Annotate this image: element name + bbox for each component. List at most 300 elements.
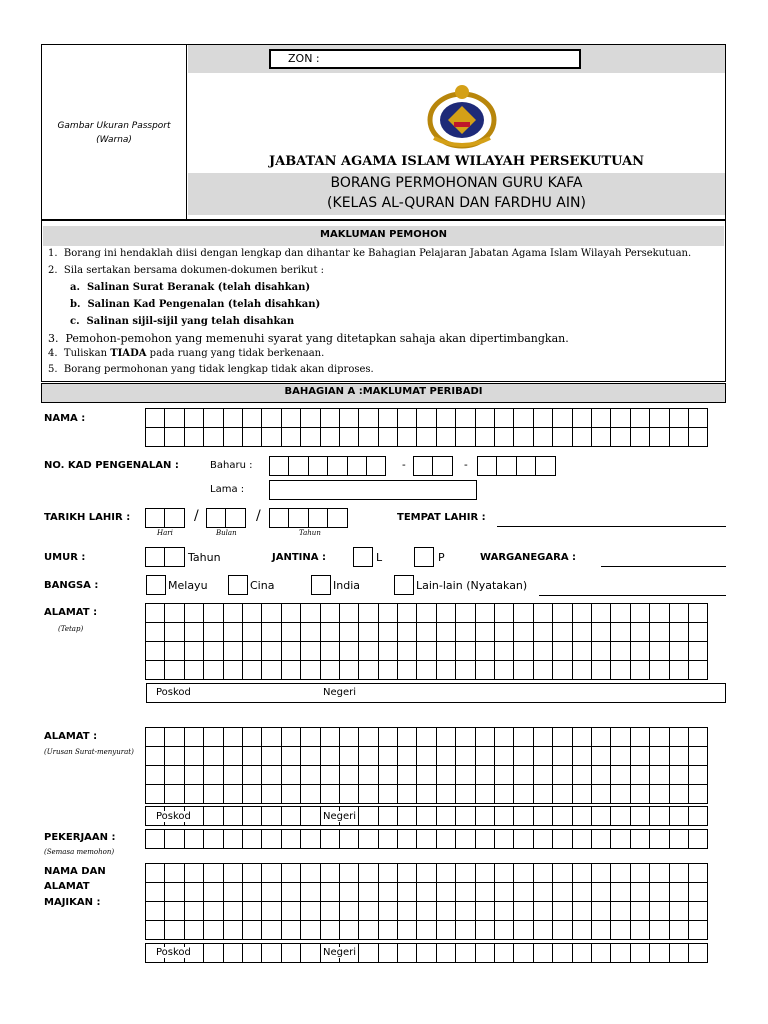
char-box[interactable] xyxy=(669,901,689,921)
char-box[interactable] xyxy=(649,746,669,766)
char-box[interactable] xyxy=(455,727,475,747)
char-box[interactable] xyxy=(164,603,184,623)
char-box[interactable] xyxy=(649,641,669,661)
char-box[interactable] xyxy=(145,863,165,883)
char-box[interactable] xyxy=(455,901,475,921)
char-box[interactable] xyxy=(397,408,417,428)
char-box[interactable] xyxy=(416,427,436,447)
char-box[interactable] xyxy=(281,920,301,940)
char-box[interactable] xyxy=(320,920,340,940)
char-box[interactable] xyxy=(281,727,301,747)
ic-old-field[interactable] xyxy=(269,480,477,500)
char-box[interactable] xyxy=(630,603,650,623)
char-box[interactable] xyxy=(300,622,320,642)
char-box[interactable] xyxy=(223,660,243,680)
dob-month[interactable] xyxy=(207,508,246,528)
char-box[interactable] xyxy=(145,784,165,804)
char-box[interactable] xyxy=(436,784,456,804)
char-box[interactable] xyxy=(223,863,243,883)
char-box[interactable] xyxy=(145,547,165,567)
char-box[interactable] xyxy=(552,829,572,849)
char-box[interactable] xyxy=(494,863,514,883)
char-box[interactable] xyxy=(688,920,708,940)
char-box[interactable] xyxy=(533,622,553,642)
char-box[interactable] xyxy=(513,660,533,680)
char-box[interactable] xyxy=(436,427,456,447)
char-box[interactable] xyxy=(203,408,223,428)
char-box[interactable] xyxy=(242,901,262,921)
char-box[interactable] xyxy=(516,456,536,476)
char-box[interactable] xyxy=(572,920,592,940)
char-box[interactable] xyxy=(669,746,689,766)
char-box[interactable] xyxy=(145,746,165,766)
char-box[interactable] xyxy=(455,427,475,447)
char-box[interactable] xyxy=(610,727,630,747)
char-box[interactable] xyxy=(669,603,689,623)
char-box[interactable] xyxy=(455,943,475,963)
char-box[interactable] xyxy=(288,508,308,528)
char-box[interactable] xyxy=(223,829,243,849)
occupation-row[interactable] xyxy=(146,829,708,849)
char-box[interactable] xyxy=(494,660,514,680)
char-box[interactable] xyxy=(184,901,204,921)
char-box[interactable] xyxy=(669,427,689,447)
char-box[interactable] xyxy=(669,806,689,826)
char-box[interactable] xyxy=(358,784,378,804)
char-box[interactable] xyxy=(300,427,320,447)
char-box[interactable] xyxy=(397,784,417,804)
char-box[interactable] xyxy=(339,784,359,804)
char-box[interactable] xyxy=(610,660,630,680)
char-box[interactable] xyxy=(242,920,262,940)
char-box[interactable] xyxy=(436,920,456,940)
char-box[interactable] xyxy=(688,727,708,747)
char-box[interactable] xyxy=(455,863,475,883)
char-box[interactable] xyxy=(366,456,386,476)
char-box[interactable] xyxy=(397,943,417,963)
char-box[interactable] xyxy=(203,901,223,921)
char-box[interactable] xyxy=(610,920,630,940)
char-box[interactable] xyxy=(688,882,708,902)
char-box[interactable] xyxy=(203,603,223,623)
char-box[interactable] xyxy=(339,882,359,902)
char-box[interactable] xyxy=(242,746,262,766)
char-box[interactable] xyxy=(455,806,475,826)
char-box[interactable] xyxy=(320,641,340,661)
char-box[interactable] xyxy=(339,920,359,940)
char-box[interactable] xyxy=(669,765,689,785)
char-box[interactable] xyxy=(203,622,223,642)
char-box[interactable] xyxy=(320,784,340,804)
char-box[interactable] xyxy=(416,660,436,680)
char-box[interactable] xyxy=(320,427,340,447)
char-box[interactable] xyxy=(610,427,630,447)
char-box[interactable] xyxy=(145,829,165,849)
char-box[interactable] xyxy=(261,784,281,804)
char-box[interactable] xyxy=(300,765,320,785)
char-box[interactable] xyxy=(164,882,184,902)
char-box[interactable] xyxy=(496,456,516,476)
char-box[interactable] xyxy=(261,882,281,902)
char-box[interactable] xyxy=(184,882,204,902)
char-box[interactable] xyxy=(378,806,398,826)
char-box[interactable] xyxy=(281,882,301,902)
char-box[interactable] xyxy=(552,603,572,623)
char-box[interactable] xyxy=(494,622,514,642)
char-box[interactable] xyxy=(320,901,340,921)
char-box[interactable] xyxy=(339,660,359,680)
char-box[interactable] xyxy=(261,746,281,766)
char-box[interactable] xyxy=(436,622,456,642)
char-box[interactable] xyxy=(475,727,495,747)
char-box[interactable] xyxy=(164,901,184,921)
char-box[interactable] xyxy=(494,784,514,804)
char-box[interactable] xyxy=(164,641,184,661)
char-box[interactable] xyxy=(397,863,417,883)
char-box[interactable] xyxy=(261,603,281,623)
char-box[interactable] xyxy=(397,765,417,785)
char-box[interactable] xyxy=(281,427,301,447)
char-box[interactable] xyxy=(397,746,417,766)
char-box[interactable] xyxy=(533,660,553,680)
char-box[interactable] xyxy=(416,829,436,849)
char-box[interactable] xyxy=(649,920,669,940)
char-box[interactable] xyxy=(378,765,398,785)
char-box[interactable] xyxy=(552,806,572,826)
char-box[interactable] xyxy=(203,765,223,785)
char-box[interactable] xyxy=(436,901,456,921)
char-box[interactable] xyxy=(630,784,650,804)
char-box[interactable] xyxy=(669,784,689,804)
char-box[interactable] xyxy=(223,882,243,902)
char-box[interactable] xyxy=(688,829,708,849)
char-box[interactable] xyxy=(261,408,281,428)
address-permanent-row-1[interactable] xyxy=(146,603,708,623)
char-box[interactable] xyxy=(397,641,417,661)
char-box[interactable] xyxy=(281,806,301,826)
char-box[interactable] xyxy=(416,408,436,428)
char-box[interactable] xyxy=(164,508,184,528)
char-box[interactable] xyxy=(630,746,650,766)
char-box[interactable] xyxy=(145,603,165,623)
char-box[interactable] xyxy=(223,943,243,963)
char-box[interactable] xyxy=(513,920,533,940)
char-box[interactable] xyxy=(164,746,184,766)
char-box[interactable] xyxy=(475,784,495,804)
char-box[interactable] xyxy=(649,829,669,849)
char-box[interactable] xyxy=(164,829,184,849)
char-box[interactable] xyxy=(320,622,340,642)
char-box[interactable] xyxy=(688,765,708,785)
char-box[interactable] xyxy=(206,508,226,528)
char-box[interactable] xyxy=(300,920,320,940)
char-box[interactable] xyxy=(416,784,436,804)
address-mailing-row-5[interactable] xyxy=(146,806,708,826)
char-box[interactable] xyxy=(436,660,456,680)
char-box[interactable] xyxy=(203,660,223,680)
char-box[interactable] xyxy=(649,882,669,902)
char-box[interactable] xyxy=(145,765,165,785)
char-box[interactable] xyxy=(242,943,262,963)
nama-grid-row-1[interactable] xyxy=(146,408,708,428)
char-box[interactable] xyxy=(572,829,592,849)
char-box[interactable] xyxy=(475,943,495,963)
char-box[interactable] xyxy=(339,408,359,428)
char-box[interactable] xyxy=(339,863,359,883)
char-box[interactable] xyxy=(591,863,611,883)
char-box[interactable] xyxy=(184,427,204,447)
char-box[interactable] xyxy=(203,882,223,902)
char-box[interactable] xyxy=(649,408,669,428)
char-box[interactable] xyxy=(591,806,611,826)
char-box[interactable] xyxy=(184,765,204,785)
char-box[interactable] xyxy=(630,943,650,963)
char-box[interactable] xyxy=(591,727,611,747)
char-box[interactable] xyxy=(164,427,184,447)
char-box[interactable] xyxy=(281,765,301,785)
char-box[interactable] xyxy=(225,508,245,528)
char-box[interactable] xyxy=(145,901,165,921)
char-box[interactable] xyxy=(223,622,243,642)
char-box[interactable] xyxy=(533,427,553,447)
char-box[interactable] xyxy=(320,863,340,883)
char-box[interactable] xyxy=(552,901,572,921)
char-box[interactable] xyxy=(513,863,533,883)
char-box[interactable] xyxy=(513,727,533,747)
char-box[interactable] xyxy=(533,765,553,785)
char-box[interactable] xyxy=(610,882,630,902)
char-box[interactable] xyxy=(649,943,669,963)
char-box[interactable] xyxy=(610,784,630,804)
char-box[interactable] xyxy=(669,882,689,902)
char-box[interactable] xyxy=(494,943,514,963)
char-box[interactable] xyxy=(378,901,398,921)
char-box[interactable] xyxy=(281,603,301,623)
char-box[interactable] xyxy=(164,727,184,747)
char-box[interactable] xyxy=(281,408,301,428)
char-box[interactable] xyxy=(455,765,475,785)
char-box[interactable] xyxy=(358,943,378,963)
char-box[interactable] xyxy=(242,622,262,642)
char-box[interactable] xyxy=(533,920,553,940)
char-box[interactable] xyxy=(397,920,417,940)
char-box[interactable] xyxy=(494,727,514,747)
char-box[interactable] xyxy=(630,427,650,447)
char-box[interactable] xyxy=(203,863,223,883)
char-box[interactable] xyxy=(281,641,301,661)
gender-l-checkbox[interactable] xyxy=(353,547,373,567)
char-box[interactable] xyxy=(145,508,165,528)
char-box[interactable] xyxy=(184,920,204,940)
char-box[interactable] xyxy=(378,660,398,680)
address-mailing-row-1[interactable] xyxy=(146,727,708,747)
char-box[interactable] xyxy=(327,456,347,476)
char-box[interactable] xyxy=(300,806,320,826)
char-box[interactable] xyxy=(203,806,223,826)
employer-row-4[interactable] xyxy=(146,920,708,940)
char-box[interactable] xyxy=(281,901,301,921)
char-box[interactable] xyxy=(533,784,553,804)
char-box[interactable] xyxy=(242,829,262,849)
char-box[interactable] xyxy=(339,427,359,447)
char-box[interactable] xyxy=(688,641,708,661)
char-box[interactable] xyxy=(572,863,592,883)
char-box[interactable] xyxy=(378,622,398,642)
char-box[interactable] xyxy=(591,943,611,963)
char-box[interactable] xyxy=(591,920,611,940)
char-box[interactable] xyxy=(494,427,514,447)
char-box[interactable] xyxy=(269,456,289,476)
char-box[interactable] xyxy=(358,920,378,940)
char-box[interactable] xyxy=(358,641,378,661)
race-other-checkbox[interactable] xyxy=(394,575,414,595)
char-box[interactable] xyxy=(630,901,650,921)
char-box[interactable] xyxy=(300,603,320,623)
char-box[interactable] xyxy=(261,829,281,849)
char-box[interactable] xyxy=(649,765,669,785)
char-box[interactable] xyxy=(184,660,204,680)
char-box[interactable] xyxy=(552,727,572,747)
char-box[interactable] xyxy=(572,641,592,661)
char-box[interactable] xyxy=(610,863,630,883)
char-box[interactable] xyxy=(477,456,497,476)
char-box[interactable] xyxy=(475,882,495,902)
char-box[interactable] xyxy=(308,456,328,476)
char-box[interactable] xyxy=(416,901,436,921)
char-box[interactable] xyxy=(455,882,475,902)
char-box[interactable] xyxy=(145,622,165,642)
char-box[interactable] xyxy=(242,660,262,680)
char-box[interactable] xyxy=(455,784,475,804)
citizenship-field[interactable] xyxy=(601,566,726,567)
char-box[interactable] xyxy=(378,943,398,963)
char-box[interactable] xyxy=(630,829,650,849)
char-box[interactable] xyxy=(261,863,281,883)
char-box[interactable] xyxy=(308,508,328,528)
char-box[interactable] xyxy=(688,660,708,680)
char-box[interactable] xyxy=(358,882,378,902)
char-box[interactable] xyxy=(475,603,495,623)
char-box[interactable] xyxy=(300,660,320,680)
char-box[interactable] xyxy=(494,641,514,661)
char-box[interactable] xyxy=(184,863,204,883)
char-box[interactable] xyxy=(630,641,650,661)
char-box[interactable] xyxy=(630,920,650,940)
char-box[interactable] xyxy=(242,863,262,883)
race-cina-checkbox[interactable] xyxy=(228,575,248,595)
char-box[interactable] xyxy=(572,660,592,680)
char-box[interactable] xyxy=(281,746,301,766)
char-box[interactable] xyxy=(552,622,572,642)
char-box[interactable] xyxy=(591,641,611,661)
char-box[interactable] xyxy=(669,641,689,661)
char-box[interactable] xyxy=(533,829,553,849)
char-box[interactable] xyxy=(688,863,708,883)
char-box[interactable] xyxy=(416,603,436,623)
char-box[interactable] xyxy=(203,727,223,747)
char-box[interactable] xyxy=(223,641,243,661)
char-box[interactable] xyxy=(242,765,262,785)
char-box[interactable] xyxy=(610,829,630,849)
char-box[interactable] xyxy=(610,901,630,921)
char-box[interactable] xyxy=(513,746,533,766)
char-box[interactable] xyxy=(630,622,650,642)
char-box[interactable] xyxy=(436,829,456,849)
char-box[interactable] xyxy=(339,641,359,661)
char-box[interactable] xyxy=(533,882,553,902)
address-mailing-row-4[interactable] xyxy=(146,784,708,804)
char-box[interactable] xyxy=(145,920,165,940)
char-box[interactable] xyxy=(184,746,204,766)
char-box[interactable] xyxy=(397,660,417,680)
char-box[interactable] xyxy=(184,603,204,623)
char-box[interactable] xyxy=(475,806,495,826)
char-box[interactable] xyxy=(416,863,436,883)
char-box[interactable] xyxy=(455,603,475,623)
char-box[interactable] xyxy=(552,746,572,766)
address-permanent-row-2[interactable] xyxy=(146,622,708,642)
char-box[interactable] xyxy=(320,829,340,849)
char-box[interactable] xyxy=(455,746,475,766)
char-box[interactable] xyxy=(300,882,320,902)
char-box[interactable] xyxy=(455,641,475,661)
char-box[interactable] xyxy=(610,641,630,661)
char-box[interactable] xyxy=(242,603,262,623)
char-box[interactable] xyxy=(513,882,533,902)
char-box[interactable] xyxy=(688,943,708,963)
char-box[interactable] xyxy=(261,943,281,963)
char-box[interactable] xyxy=(436,641,456,661)
char-box[interactable] xyxy=(533,806,553,826)
employer-row-5[interactable] xyxy=(146,943,708,963)
char-box[interactable] xyxy=(572,603,592,623)
char-box[interactable] xyxy=(378,920,398,940)
char-box[interactable] xyxy=(494,765,514,785)
char-box[interactable] xyxy=(281,784,301,804)
char-box[interactable] xyxy=(184,784,204,804)
char-box[interactable] xyxy=(572,806,592,826)
char-box[interactable] xyxy=(533,746,553,766)
char-box[interactable] xyxy=(378,882,398,902)
char-box[interactable] xyxy=(416,943,436,963)
char-box[interactable] xyxy=(281,622,301,642)
char-box[interactable] xyxy=(261,901,281,921)
char-box[interactable] xyxy=(552,920,572,940)
char-box[interactable] xyxy=(436,727,456,747)
char-box[interactable] xyxy=(203,943,223,963)
char-box[interactable] xyxy=(688,901,708,921)
char-box[interactable] xyxy=(416,806,436,826)
char-box[interactable] xyxy=(416,882,436,902)
char-box[interactable] xyxy=(203,784,223,804)
char-box[interactable] xyxy=(164,408,184,428)
char-box[interactable] xyxy=(300,784,320,804)
char-box[interactable] xyxy=(669,863,689,883)
char-box[interactable] xyxy=(688,784,708,804)
char-box[interactable] xyxy=(630,765,650,785)
char-box[interactable] xyxy=(203,746,223,766)
char-box[interactable] xyxy=(649,727,669,747)
char-box[interactable] xyxy=(397,829,417,849)
char-box[interactable] xyxy=(630,660,650,680)
employer-row-1[interactable] xyxy=(146,863,708,883)
char-box[interactable] xyxy=(455,920,475,940)
char-box[interactable] xyxy=(261,641,281,661)
char-box[interactable] xyxy=(432,456,452,476)
char-box[interactable] xyxy=(300,901,320,921)
char-box[interactable] xyxy=(688,746,708,766)
char-box[interactable] xyxy=(552,427,572,447)
